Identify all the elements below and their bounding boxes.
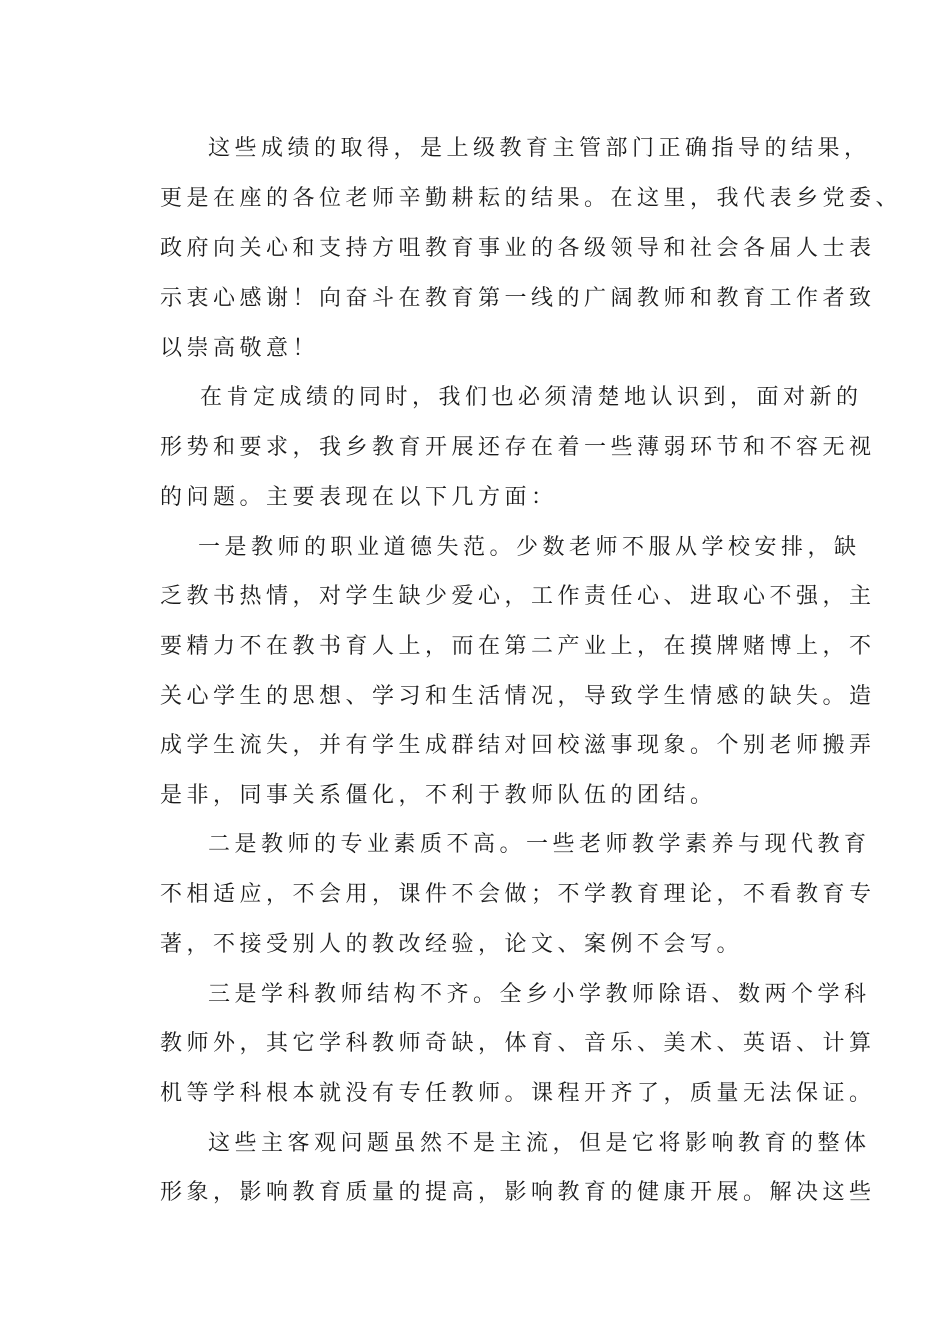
text-line: 形象，影响教育质量的提高，影响教育的健康开展。解决这些 [160, 1180, 876, 1205]
text-line: 一是教师的职业道德失范。少数老师不服从学校安排，缺 [198, 535, 861, 560]
text-line: 以崇高敬意！ [160, 336, 320, 361]
text-line: 成学生流失，并有学生成群结对回校滋事现象。个别老师搬弄 [160, 733, 876, 758]
text-line: 的问题。主要表现在以下几方面： [160, 485, 558, 510]
text-line: 教师外，其它学科教师奇缺，体育、音乐、美术、英语、计算 [160, 1031, 876, 1056]
text-line: 在肯定成绩的同时，我们也必须清楚地认识到，面对新的 [200, 385, 863, 410]
text-line: 要精力不在教书育人上，而在第二产业上，在摸牌赌博上，不 [160, 634, 876, 659]
text-line: 关心学生的思想、学习和生活情况，导致学生情感的缺失。造 [160, 684, 876, 709]
text-line: 二是教师的专业素质不高。一些老师教学素养与现代教育 [208, 832, 871, 857]
text-line: 乏教书热情，对学生缺少爱心，工作责任心、进取心不强，主 [160, 584, 876, 609]
text-line: 是非，同事关系僵化，不利于教师队伍的团结。 [160, 783, 717, 808]
text-line: 这些成绩的取得，是上级教育主管部门正确指导的结果， [208, 136, 871, 161]
text-line: 机等学科根本就没有专任教师。课程开齐了，质量无法保证。 [160, 1081, 876, 1106]
text-line: 三是学科教师结构不齐。全乡小学教师除语、数两个学科 [208, 982, 871, 1007]
text-line: 形势和要求，我乡教育开展还存在着一些薄弱环节和不容无视 [160, 435, 876, 460]
text-line: 政府向关心和支持方咀教育事业的各级领导和社会各届人士表 [160, 236, 876, 261]
text-line: 著，不接受别人的教改经验，论文、案例不会写。 [160, 932, 744, 957]
text-line: 不相适应，不会用，课件不会做；不学教育理论，不看教育专 [160, 882, 876, 907]
text-line: 这些主客观问题虽然不是主流，但是它将影响教育的整体 [208, 1131, 871, 1156]
text-line: 示衷心感谢！向奋斗在教育第一线的广阔教师和教育工作者致 [160, 286, 876, 311]
text-line: 更是在座的各位老师辛勤耕耘的结果。在这里，我代表乡党委、 [160, 186, 903, 211]
